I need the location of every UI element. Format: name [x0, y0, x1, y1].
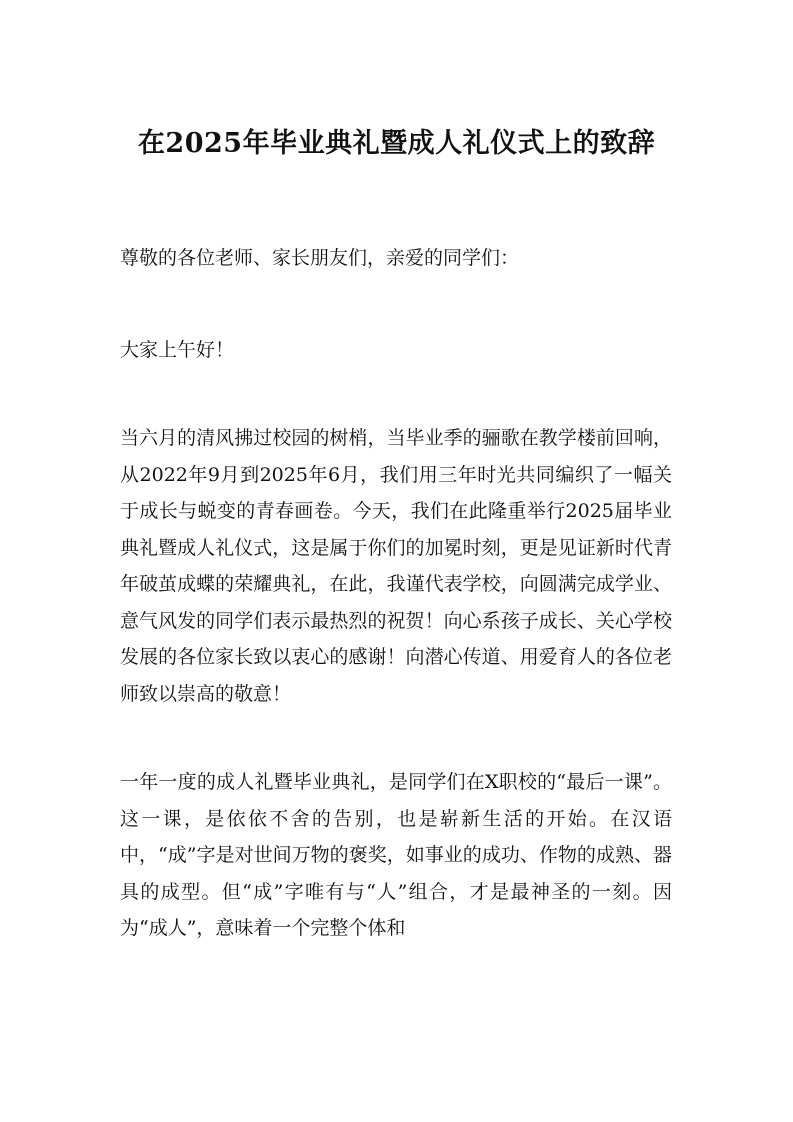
- body-paragraph: 一年一度的成人礼暨毕业典礼，是同学们在X职校的“最后一课”。这一课，是依依不舍的告别，也是崭新生活的开始。在汉语中，“成”字是对世间万物的褒奖，如事业的成功、作物的成熟、器具的成型。但“成”字唯有与“人”组合，才是最神圣的一刻。因为“成人”，意味着一个完整个体和: [120, 771, 672, 939]
- paragraph-spacer: [120, 277, 672, 332]
- body-paragraph: 当六月的清风拂过校园的树梢，当毕业季的骊歌在教学楼前回响，从2022年9月到2025年6月，我们用三年时光共同编织了一幅关于成长与蜕变的青春画卷。今天，我们在此隆重举行2025届毕业典礼暨成人礼仪式，这是属于你们的加冕时刻，更是见证新时代青年破茧成蝶的荣耀典礼，在此，我谨代表学校，向圆满完成学业、意气风发的同学们表示最热烈的祝贺！向心系孩子成长、关心学校发展的各位家长致以衷心的感谢！向潜心传道、用爱育人的各位老师致以崇高的敬意！: [120, 427, 672, 705]
- greeting: 大家上午好！: [120, 338, 235, 361]
- document-title: 在2025年毕业典礼暨成人礼仪式上的致辞: [137, 128, 656, 159]
- salutation: 尊敬的各位老师、家长朋友们，亲爱的同学们：: [120, 247, 520, 269]
- paragraph-spacer: [120, 368, 672, 420]
- paragraph-spacer: [120, 712, 672, 764]
- document-body: [120, 240, 672, 947]
